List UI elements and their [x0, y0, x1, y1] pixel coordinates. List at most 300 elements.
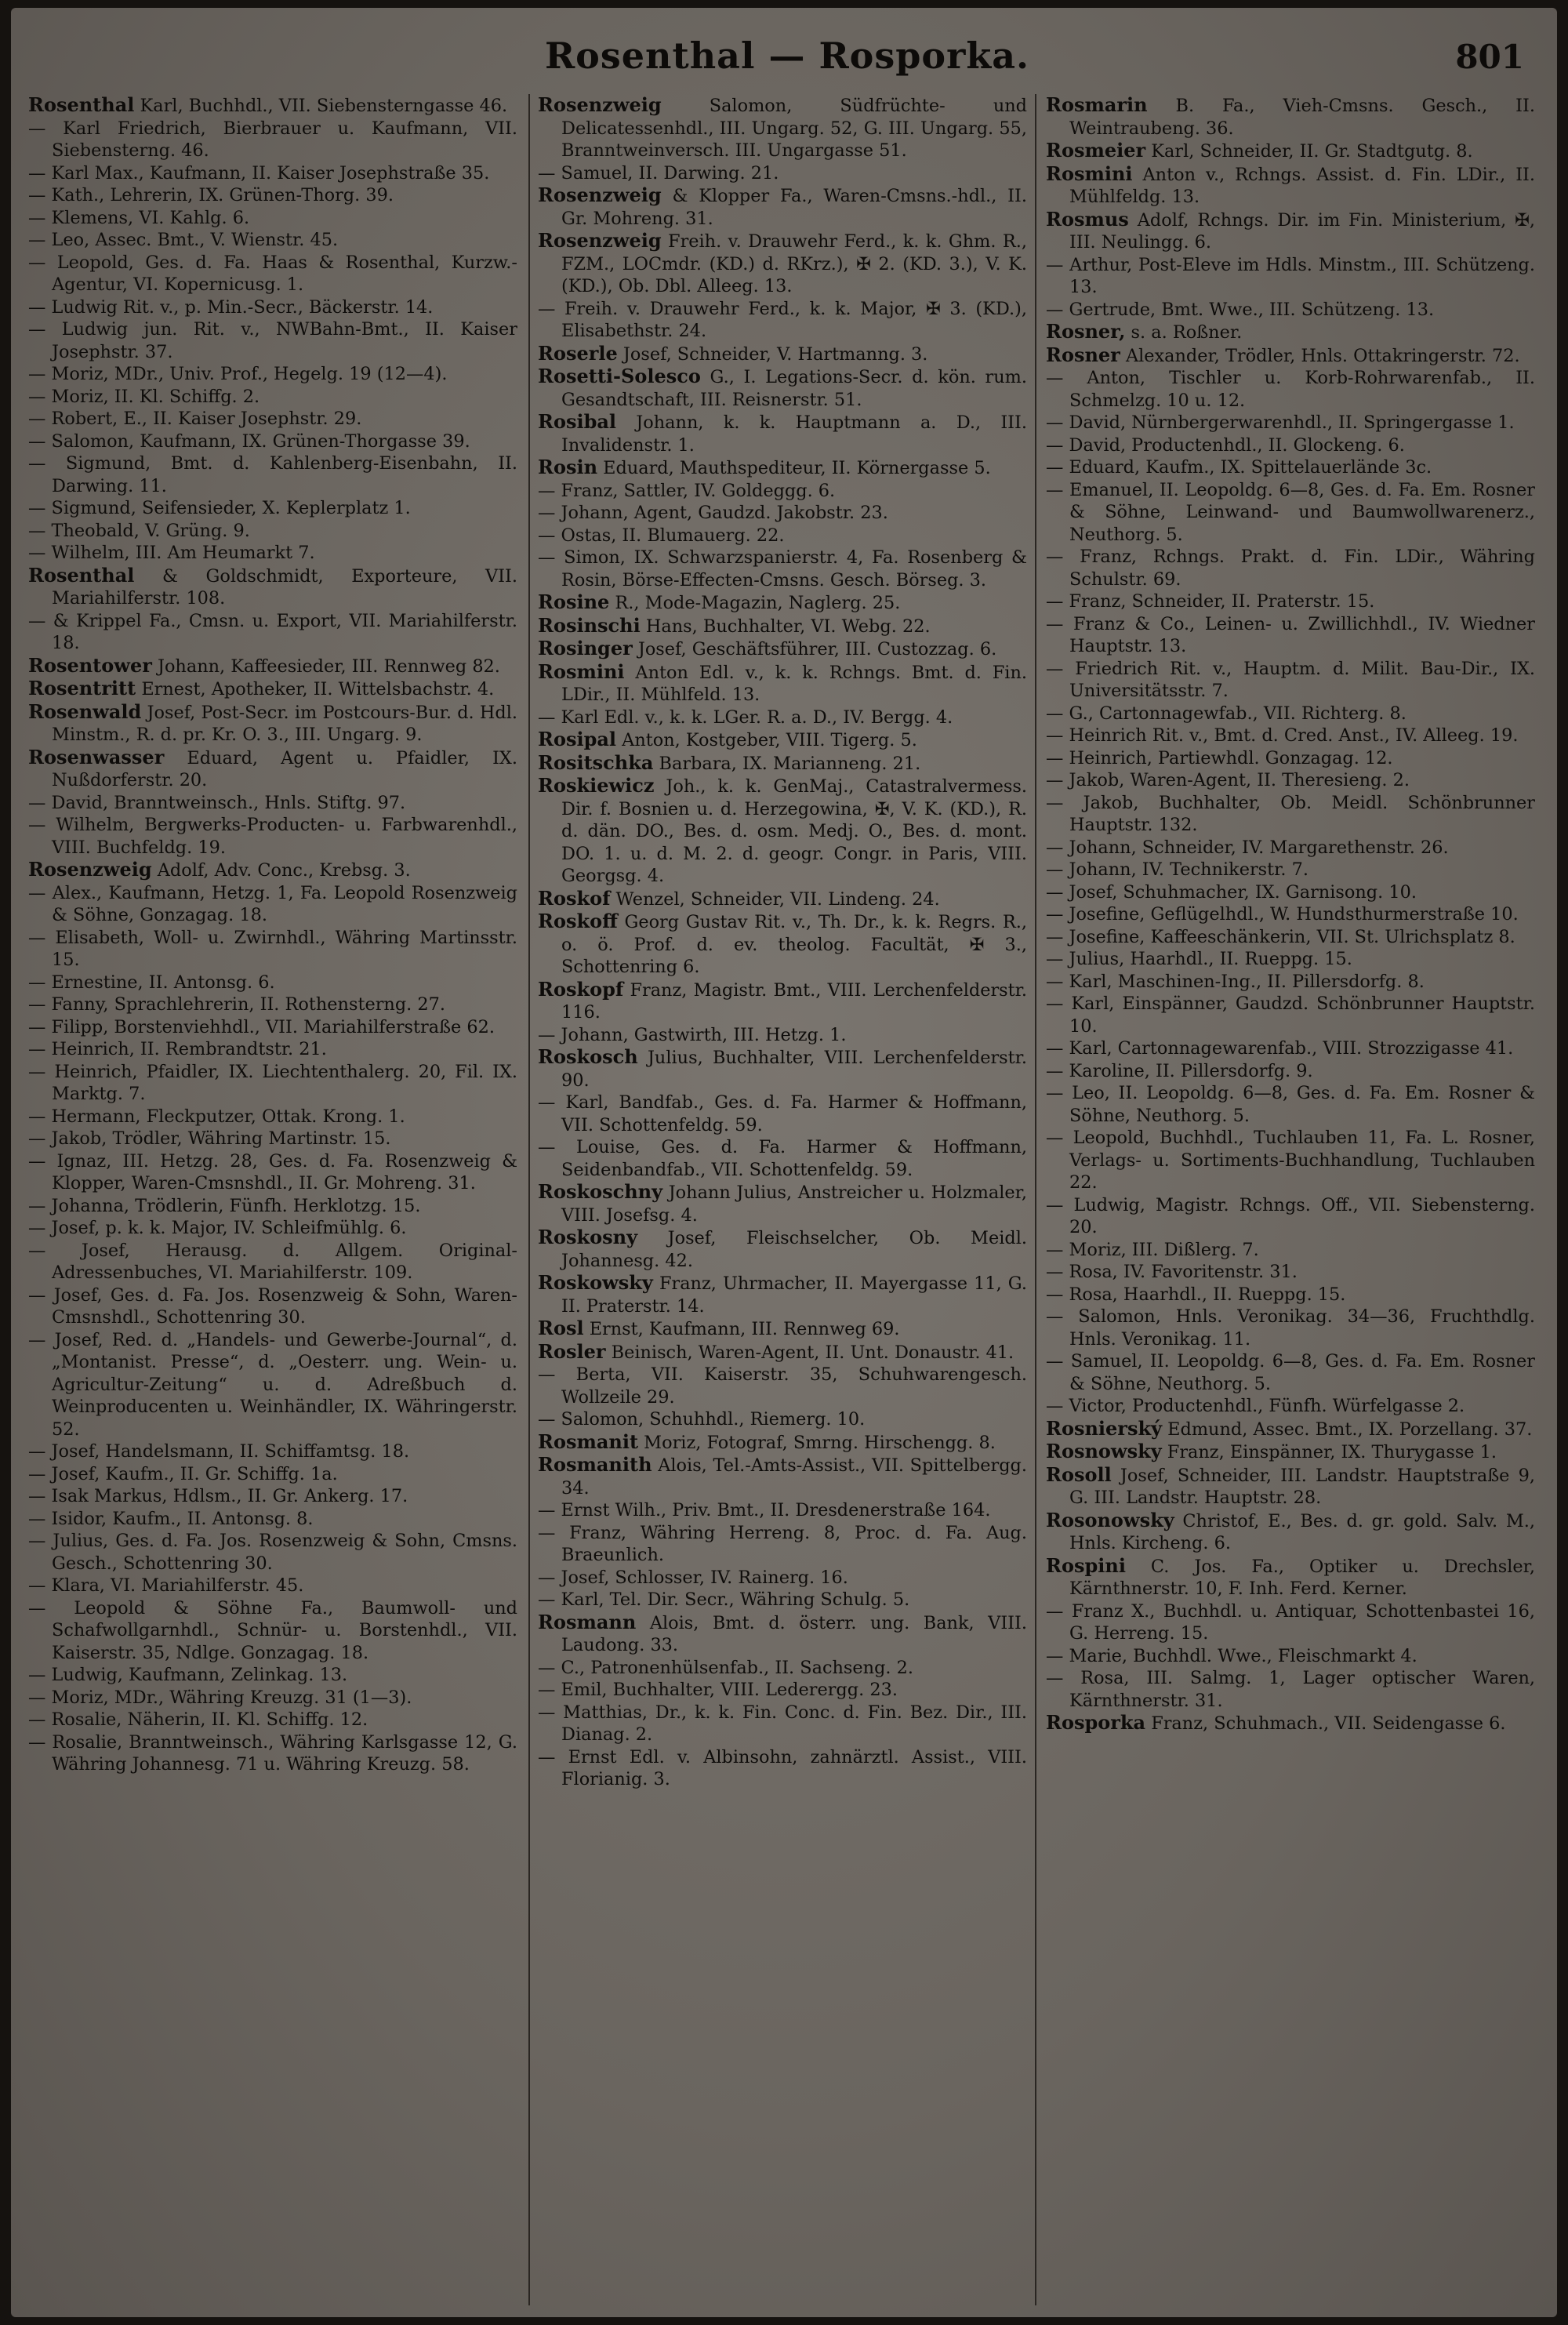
directory-entry	[1046, 344, 1535, 368]
directory-entry	[1046, 1350, 1535, 1395]
entry-text: — Moriz, MDr., Univ. Prof., Hegelg. 19 (12—4).	[28, 364, 448, 384]
entry-surname: Rosinger	[538, 637, 633, 659]
entry-text: s. a. Roßner.	[1125, 322, 1243, 343]
entry-surname: Rosler	[538, 1339, 606, 1363]
entry-text: Edmund, Assec. Bmt., IX. Porzellang. 37.	[1162, 1419, 1533, 1440]
page-number: 801	[1455, 38, 1524, 76]
entry-text: — Arthur, Post-Eleve im Hdls. Minstm., III. Schützeng. 13.	[1046, 254, 1535, 297]
directory-entry	[538, 1341, 1027, 1364]
directory-entry	[28, 1217, 517, 1240]
entry-text: — Eduard, Kaufm., IX. Spittelauerlände 3c.	[1046, 457, 1432, 478]
entry-text: — Salomon, Schuhhdl., Riemerg. 10.	[538, 1409, 866, 1430]
directory-entry	[28, 296, 517, 319]
directory-entry	[538, 638, 1027, 661]
entry-text: Ernest, Apotheker, II. Wittelsbachstr. 4.	[136, 679, 495, 699]
directory-entry	[1046, 479, 1535, 547]
entry-surname: Rosner,	[1046, 320, 1126, 343]
directory-entry	[538, 1679, 1027, 1702]
directory-entry	[1046, 209, 1535, 254]
directory-entry	[28, 363, 517, 386]
entry-text: — Isidor, Kaufm., II. Antonsg. 8.	[28, 1508, 314, 1529]
entry-text: — Karl, Bandfab., Ges. d. Fa. Harmer & Hoffmann, VII. Schottenfeldg. 59.	[538, 1092, 1027, 1135]
entry-text: Alois, Bmt. d. österr. ung. Bank, VIII. Laudong. 33.	[561, 1612, 1027, 1655]
entry-surname: Rosentower	[28, 653, 152, 677]
directory-entry	[538, 1567, 1027, 1589]
directory-entry	[1046, 1645, 1535, 1668]
directory-entry	[28, 318, 517, 363]
directory-entry	[538, 1746, 1027, 1791]
directory-entry	[28, 452, 517, 497]
entry-surname: Rosnierský	[1046, 1416, 1163, 1440]
entry-text: — Ludwig Rit. v., p. Min.-Secr., Bäckerstr. 14.	[28, 296, 434, 318]
entry-text: — Filipp, Borstenviehhdl., VII. Mariahilferstraße 62.	[28, 1016, 495, 1037]
directory-entry	[1046, 1261, 1535, 1284]
directory-entry	[1046, 1194, 1535, 1239]
directory-entry	[538, 230, 1027, 298]
directory-entry	[28, 408, 517, 430]
directory-entry	[28, 207, 517, 230]
directory-entry	[538, 1611, 1027, 1657]
entry-text: — Moriz, III. Dißlerg. 7.	[1046, 1239, 1259, 1260]
entry-text: — Ernst Edl. v. Albinsohn, zahnärztl. Assist., VIII. Florianig. 3.	[538, 1746, 1027, 1789]
entry-text: Christof, E., Bes. d. gr. gold. Salv. M., Hnls. Kircheng. 6.	[1069, 1510, 1535, 1553]
entry-surname: Rositschka	[538, 750, 654, 774]
directory-entry	[1046, 658, 1535, 703]
entry-text: Josef, Geschäftsführer, III. Custozzag. 6.	[632, 639, 997, 659]
directory-entry	[538, 1364, 1027, 1408]
directory-entry	[28, 1106, 517, 1128]
entry-text: — Jakob, Trödler, Währing Martinstr. 15.	[28, 1128, 391, 1149]
directory-entry	[1046, 1509, 1535, 1555]
entry-text: Alexander, Trödler, Hnls. Ottakringerstr. 72.	[1120, 345, 1520, 366]
directory-entry	[28, 1508, 517, 1531]
directory-entry	[1046, 1555, 1535, 1600]
entry-surname: Roskof	[538, 886, 611, 910]
entry-surname: Rosenthal	[28, 563, 135, 587]
directory-entry	[28, 882, 517, 927]
entry-text: — Karl Friedrich, Bierbrauer u. Kaufmann, VII. Siebensterng. 46.	[28, 118, 517, 161]
directory-entry	[538, 1092, 1027, 1136]
entry-surname: Roskoff	[538, 910, 618, 932]
entry-text: — Alex., Kaufmann, Hetzg. 1, Fa. Leopold Rosenzweig & Söhne, Gonzagag. 18.	[28, 882, 517, 925]
directory-entry	[1046, 367, 1535, 412]
directory-entry	[28, 678, 517, 701]
entry-text: — Elisabeth, Woll- u. Zwirnhdl., Währing Martinsstr. 15.	[28, 927, 517, 970]
entry-surname: Rosmanith	[538, 1453, 652, 1476]
directory-entry	[28, 747, 517, 792]
entry-text: — Heinrich Rit. v., Bmt. d. Cred. Anst., IV. Alleeg. 19.	[1046, 725, 1519, 746]
entry-surname: Rosonowsky	[1046, 1508, 1174, 1531]
entry-text: — Wilhelm, III. Am Heumarkt 7.	[28, 543, 315, 563]
directory-entry	[538, 728, 1027, 752]
entry-surname: Rosenwald	[28, 699, 142, 723]
entry-text: — Kath., Lehrerin, IX. Grünen-Thorg. 39.	[28, 185, 394, 205]
directory-entry	[28, 859, 517, 882]
entry-surname: Rosmini	[1046, 162, 1133, 185]
directory-entry	[28, 565, 517, 610]
directory-entry	[28, 1597, 517, 1665]
directory-entry	[1046, 1284, 1535, 1306]
entry-text: Alois, Tel.-Amts-Assist., VII. Spittelbergg. 34.	[561, 1455, 1027, 1499]
entry-text: Salomon, Südfrüchte- und Delicatessenhdl., III. Ungarg. 52, G. III. Ungarg. 55, Branntweinversch. III. Ungargasse 51.	[561, 96, 1027, 161]
entry-surname: Roserle	[538, 341, 618, 365]
entry-text: — Moriz, II. Kl. Schiffg. 2.	[28, 386, 260, 407]
directory-entry	[28, 430, 517, 453]
entry-surname: Roskosch	[538, 1045, 638, 1068]
entry-text: — Ludwig, Kaufmann, Zelinkag. 13.	[28, 1665, 348, 1685]
directory-entry	[1046, 321, 1535, 344]
entry-text: — Johann, Gastwirth, III. Hetzg. 1.	[538, 1024, 847, 1045]
directory-entry	[28, 118, 517, 162]
entry-text: & Goldschmidt, Exporteure, VII. Mariahilferstr. 108.	[52, 565, 517, 608]
entry-text: Franz, Schuhmach., VII. Seidengasse 6.	[1145, 1713, 1506, 1734]
entry-text: Franz, Uhrmacher, II. Mayergasse 11, G. II. Praterstr. 14.	[561, 1273, 1027, 1317]
entry-text: — Franz, Schneider, II. Praterstr. 15.	[1046, 591, 1375, 612]
entry-text: — Josef, Herausg. d. Allgem. Original-Adressenbuches, VI. Mariahilferstr. 109.	[28, 1240, 517, 1283]
entry-text: — Jakob, Waren-Agent, II. Theresieng. 2.	[1046, 770, 1410, 790]
directory-entry	[538, 591, 1027, 615]
directory-entry	[1046, 1306, 1535, 1350]
directory-entry	[1046, 1712, 1535, 1735]
entry-text: — Samuel, II. Leopoldg. 6—8, Ges. d. Fa. Em. Rosner & Söhne, Neuthorg. 5.	[1046, 1351, 1535, 1394]
directory-entry	[28, 1463, 517, 1486]
entry-text: Wenzel, Schneider, VII. Lindeng. 24.	[610, 888, 940, 910]
entry-text: — Karl, Maschinen-Ing., II. Pillersdorfg. 8.	[1046, 971, 1425, 992]
directory-entry	[538, 1024, 1027, 1047]
directory-entry	[1046, 1239, 1535, 1262]
entry-text: — Friedrich Rit. v., Hauptm. d. Milit. Bau-Dir., IX. Universitätsstr. 7.	[1046, 658, 1535, 701]
directory-entry	[1046, 1418, 1535, 1441]
directory-entry	[28, 1284, 517, 1329]
entry-text: Franz, Einspänner, IX. Thurygasse 1.	[1161, 1442, 1497, 1462]
directory-entry	[538, 910, 1027, 979]
entry-surname: Rosenzweig	[28, 858, 152, 881]
directory-entry	[1046, 859, 1535, 881]
entry-text: — Salomon, Hnls. Veronikag. 34—36, Fruchthdlg. Hnls. Veronikag. 11.	[1046, 1306, 1535, 1350]
entry-text: — Johanna, Trödlerin, Fünfh. Herklotzg. 15.	[28, 1195, 421, 1216]
directory-columns	[24, 94, 1548, 2313]
directory-entry	[28, 1575, 517, 1597]
directory-entry	[1046, 1037, 1535, 1060]
entry-surname: Rosporka	[1046, 1711, 1146, 1734]
page-header	[11, 8, 1557, 94]
directory-entry	[1046, 412, 1535, 434]
running-head: Rosenthal — Rosporka.	[544, 35, 1030, 77]
entry-text: — Rosalie, Branntweinsch., Währing Karlsgasse 12, G. Währing Johannesg. 71 u. Währing Kreuzg. 58.	[28, 1731, 517, 1775]
entry-text: — Ernestine, II. Antonsg. 6.	[28, 972, 275, 993]
entry-text: Adolf, Rchngs. Dir. im Fin. Ministerium, ✠, III. Neulingg. 6.	[1069, 209, 1535, 252]
entry-text: — Freih. v. Drauwehr Ferd., k. k. Major, ✠ 3. (KD.), Elisabethstr. 24.	[538, 298, 1027, 341]
entry-text: — Franz, Sattler, IV. Goldeggg. 6.	[538, 480, 836, 501]
directory-entry	[1046, 1464, 1535, 1509]
entry-text: — C., Patronenhülsenfab., II. Sachseng. 2.	[538, 1657, 914, 1678]
entry-text: Josef, Post-Secr. im Postcours-Bur. d. Hdl. Minstm., R. d. pr. Kr. O. 3., III. Ungarg. 9.	[52, 702, 517, 745]
directory-entry	[1046, 792, 1535, 837]
directory-entry	[28, 1128, 517, 1150]
entry-text: — Heinrich, Pfaidler, IX. Liechtenthalerg. 20, Fil. IX. Marktg. 7.	[28, 1061, 517, 1104]
entry-text: — Leo, II. Leopoldg. 6—8, Ges. d. Fa. Em. Rosner & Söhne, Neuthorg. 5.	[1046, 1083, 1535, 1126]
entry-surname: Rosenzweig	[538, 183, 662, 206]
entry-text: — Sigmund, Seifensieder, X. Keplerplatz 1.	[28, 498, 411, 518]
directory-entry	[28, 1709, 517, 1731]
directory-entry	[538, 411, 1027, 456]
directory-entry	[538, 502, 1027, 525]
directory-entry	[538, 888, 1027, 911]
entry-text: B. Fa., Vieh-Cmsns. Gesch., II. Weintraubeng. 36.	[1069, 96, 1535, 139]
entry-text: — & Krippel Fa., Cmsn. u. Export, VII. Mariahilferstr. 18.	[28, 610, 517, 653]
entry-text: — Karl Max., Kaufmann, II. Kaiser Josephstraße 35.	[28, 162, 490, 183]
directory-entry	[1046, 903, 1535, 926]
entry-surname: Rosetti-Solesco	[538, 365, 701, 387]
entry-surname: Rosenthal	[28, 94, 135, 116]
entry-text: — Emanuel, II. Leopoldg. 6—8, Ges. d. Fa. Em. Rosner & Söhne, Leinwand- und Baumwollwarenerz., Neuthorg. 5.	[1046, 479, 1535, 545]
entry-surname: Rosmus	[1046, 207, 1129, 231]
directory-entry	[538, 1272, 1027, 1317]
directory-entry	[538, 184, 1027, 230]
entry-text: — Josefine, Kaffeeschänkerin, VII. St. Ulrichsplatz 8.	[1046, 926, 1515, 947]
entry-text: — Johann, Schneider, IV. Margarethenstr. 26.	[1046, 837, 1449, 858]
directory-entry	[538, 1136, 1027, 1181]
entry-text: — Johann, IV. Technikerstr. 7.	[1046, 859, 1308, 880]
directory-entry	[538, 1499, 1027, 1522]
directory-entry	[538, 456, 1027, 480]
directory-entry	[28, 1440, 517, 1463]
directory-column-3	[1046, 94, 1535, 2313]
entry-surname: Rosmeier	[1046, 139, 1146, 162]
entry-text: Karl, Schneider, II. Gr. Stadtgutg. 8.	[1145, 141, 1473, 162]
directory-entry	[538, 1181, 1027, 1226]
entry-text: — Isak Markus, Hdlsm., II. Gr. Ankerg. 17.	[28, 1486, 408, 1506]
entry-text: — Julius, Ges. d. Fa. Jos. Rosenzweig & Sohn, Cmsns. Gesch., Schottenring 30.	[28, 1531, 517, 1574]
entry-text: & Klopper Fa., Waren-Cmsns.-hdl., II. Gr. Mohreng. 31.	[561, 186, 1027, 229]
entry-text: — David, Nürnbergerwarenhdl., II. Springergasse 1.	[1046, 412, 1515, 433]
directory-entry	[538, 1657, 1027, 1680]
entry-text: — Hermann, Fleckputzer, Ottak. Krong. 1.	[28, 1106, 405, 1127]
directory-entry	[1046, 703, 1535, 725]
entry-text: — Sigmund, Bmt. d. Kahlenberg-Eisenbahn, II. Darwing. 11.	[28, 453, 517, 496]
directory-page	[11, 8, 1557, 2317]
directory-entry	[1046, 725, 1535, 747]
directory-entry	[28, 1195, 517, 1218]
entry-text: — Josef, Handelsmann, II. Schiffamtsg. 18.	[28, 1441, 410, 1462]
entry-text: — Ludwig jun. Rit. v., NWBahn-Bmt., II. Kaiser Josephstr. 37.	[28, 319, 517, 362]
directory-entry	[28, 814, 517, 859]
entry-text: Johann, Kaffeesieder, III. Rennweg 82.	[151, 656, 500, 677]
entry-text: — Rosalie, Näherin, II. Kl. Schiffg. 12.	[28, 1709, 368, 1730]
directory-entry	[538, 1589, 1027, 1611]
entry-text: — G., Cartonnagewfab., VII. Richterg. 8.	[1046, 703, 1406, 724]
directory-entry	[1046, 1127, 1535, 1194]
directory-entry	[1046, 94, 1535, 140]
directory-entry	[28, 972, 517, 994]
entry-surname: Rosoll	[1046, 1462, 1112, 1486]
directory-entry	[28, 1038, 517, 1061]
directory-entry	[28, 701, 517, 747]
entry-text: — Klara, VI. Mariahilferstr. 45.	[28, 1575, 304, 1596]
entry-text: R., Mode-Magazin, Naglerg. 25.	[609, 593, 901, 613]
directory-entry	[1046, 971, 1535, 994]
entry-text: — Franz & Co., Leinen- u. Zwillichhdl., IV. Wiedner Hauptstr. 13.	[1046, 613, 1535, 656]
entry-text: — Leopold, Ges. d. Fa. Haas & Rosenthal, Kurzw.-Agentur, VI. Kopernicusg. 1.	[28, 252, 517, 295]
entry-surname: Rosibal	[538, 410, 617, 433]
entry-text: Hans, Buchhalter, VI. Webg. 22.	[640, 616, 931, 637]
entry-text: — Louise, Ges. d. Fa. Harmer & Hoffmann, Seidenbandfab., VII. Schottenfeldg. 59.	[538, 1137, 1027, 1180]
entry-text: — Josefine, Geflügelhdl., W. Hundsthurmerstraße 10.	[1046, 904, 1519, 925]
entry-text: — Anton, Tischler u. Korb-Rohrwarenfab., II. Schmelzg. 10 u. 12.	[1046, 368, 1535, 411]
entry-text: — Josef, Ges. d. Fa. Jos. Rosenzweig & Sohn, Waren-Cmsnshdl., Schottenring 30.	[28, 1284, 517, 1328]
entry-text: — Josef, Schuhmacher, IX. Garnisong. 10.	[1046, 881, 1417, 903]
entry-text: Adolf, Adv. Conc., Krebsg. 3.	[151, 860, 411, 881]
directory-entry	[1046, 881, 1535, 904]
directory-column-2	[538, 94, 1027, 2313]
entry-text: — Ignaz, III. Hetzg. 28, Ges. d. Fa. Rosenzweig & Klopper, Waren-Cmsnshdl., II. Gr. Mohreng. 31.	[28, 1150, 517, 1193]
entry-surname: Rosenzweig	[538, 229, 662, 252]
entry-text: Georg Gustav Rit. v., Th. Dr., k. k. Regrs. R., o. ö. Prof. d. ev. theolog. Facultät, ✠ 3., Schottenring 6.	[561, 912, 1027, 977]
directory-entry	[28, 1329, 517, 1441]
directory-entry	[1046, 837, 1535, 859]
entry-surname: Rosenzweig	[538, 94, 662, 116]
directory-entry	[538, 1454, 1027, 1499]
entry-text: Eduard, Mauthspediteur, II. Körnergasse 5.	[597, 458, 991, 478]
entry-text: — Wilhelm, Bergwerks-Producten- u. Farbwarenhdl., VIII. Buchfeldg. 19.	[28, 815, 517, 858]
directory-entry	[1046, 299, 1535, 322]
entry-text: Franz, Magistr. Bmt., VIII. Lerchenfelderstr. 116.	[561, 979, 1027, 1023]
entry-surname: Rospini	[1046, 1553, 1126, 1577]
entry-text: — Heinrich, II. Rembrandtstr. 21.	[28, 1039, 327, 1059]
entry-text: Anton, Kostgeber, VIII. Tigerg. 5.	[616, 730, 917, 750]
entry-text: Josef, Schneider, III. Landstr. Hauptstraße 9, G. III. Landstr. Hauptstr. 28.	[1069, 1465, 1535, 1508]
directory-entry	[1046, 434, 1535, 457]
directory-entry	[28, 497, 517, 520]
entry-text: — Leo, Assec. Bmt., V. Wienstr. 45.	[28, 230, 339, 250]
directory-entry	[1046, 747, 1535, 770]
directory-entry	[538, 94, 1027, 162]
directory-entry	[1046, 163, 1535, 209]
directory-entry	[1046, 1060, 1535, 1083]
directory-entry	[1046, 993, 1535, 1037]
entry-text: — Julius, Haarhdl., II. Rueppg. 15.	[1046, 949, 1352, 969]
directory-entry	[28, 229, 517, 252]
entry-text: — Rosa, IV. Favoritenstr. 31.	[1046, 1262, 1298, 1282]
entry-text: — Karl, Tel. Dir. Secr., Währing Schulg. 5.	[538, 1589, 910, 1610]
entry-text: — Karl, Einspänner, Gaudzd. Schönbrunner Hauptstr. 10.	[1046, 994, 1535, 1037]
directory-entry	[28, 994, 517, 1016]
entry-surname: Rosmanit	[538, 1430, 639, 1453]
entry-text: — Marie, Buchhdl. Wwe., Fleischmarkt 4.	[1046, 1645, 1417, 1666]
entry-text: — David, Branntweinsch., Hnls. Stiftg. 97.	[28, 792, 406, 813]
entry-text: — Jakob, Buchhalter, Ob. Meidl. Schönbrunner Hauptstr. 132.	[1046, 792, 1535, 835]
entry-text: — Josef, p. k. k. Major, IV. Schleifmühlg. 6.	[28, 1218, 407, 1238]
entry-surname: Roskopf	[538, 977, 624, 1001]
directory-entry	[538, 365, 1027, 411]
entry-text: — Ernst Wilh., Priv. Bmt., II. Dresdenerstraße 164.	[538, 1500, 991, 1520]
directory-entry	[28, 1240, 517, 1284]
entry-text: Joh., k. k. GenMaj., Catastralvermess. Dir. f. Bosnien u. d. Herzegowina, ✠, V. K. (KD.), R. d. dän. DO., Bes. d. osm. Medj. O., Bes. d. mont. DO. 1. u. d. M. 2. d. geogr. Congr. in Paris, VIII. Georgsg. 4.	[561, 776, 1027, 886]
directory-entry	[538, 775, 1027, 888]
directory-entry	[538, 661, 1027, 707]
entry-text: C. Jos. Fa., Optiker u. Drechsler, Kärnthnerstr. 10, F. Inh. Ferd. Kerner.	[1069, 1556, 1535, 1599]
directory-entry	[1046, 948, 1535, 971]
entry-text: Freih. v. Drauwehr Ferd., k. k. Ghm. R., FZM., LOCmdr. (KD.) d. RKrz.), ✠ 2. (KD. 3.), V. K. (KD.), Ob. Dbl. Alleeg. 13.	[561, 231, 1027, 296]
directory-entry	[538, 343, 1027, 366]
directory-entry	[1046, 254, 1535, 299]
entry-text: — Leopold & Söhne Fa., Baumwoll- und Schafwollgarnhdl., Schnür- u. Borstenhdl., VII. Kaiserstr. 35, Ndlge. Gonzagag. 18.	[28, 1597, 517, 1663]
entry-text: — Franz, Rchngs. Prakt. d. Fin. LDir., Währing Schulstr. 69.	[1046, 547, 1535, 590]
directory-entry	[538, 525, 1027, 547]
entry-text: — Rosa, Haarhdl., II. Rueppg. 15.	[1046, 1284, 1346, 1305]
directory-entry	[538, 1046, 1027, 1092]
directory-entry	[538, 547, 1027, 591]
entry-text: — Karoline, II. Pillersdorfg. 9.	[1046, 1060, 1313, 1081]
directory-entry	[28, 655, 517, 678]
entry-surname: Rosmann	[538, 1610, 637, 1633]
directory-entry	[1046, 1395, 1535, 1418]
entry-text: — Josef, Schlosser, IV. Rainerg. 16.	[538, 1567, 848, 1588]
entry-surname: Roskosny	[538, 1226, 638, 1248]
directory-entry	[28, 1016, 517, 1039]
directory-entry	[538, 1702, 1027, 1746]
entry-text: — Robert, E., II. Kaiser Josephstr. 29.	[28, 409, 362, 429]
entry-text: — Berta, VII. Kaiserstr. 35, Schuhwarengesch. Wollzeile 29.	[538, 1364, 1027, 1408]
entry-text: — Ostas, II. Blumauerg. 22.	[538, 525, 785, 546]
entry-text: Anton Edl. v., k. k. Rchngs. Bmt. d. Fin. LDir., II. Mühlfeld. 13.	[561, 662, 1027, 705]
entry-text: — Samuel, II. Darwing. 21.	[538, 162, 779, 183]
directory-entry	[1046, 140, 1535, 163]
entry-surname: Rosner	[1046, 343, 1120, 366]
directory-entry	[538, 615, 1027, 638]
entry-text: G., I. Legations-Secr. d. kön. rum. Gesandtschaft, III. Reisnerstr. 51.	[561, 367, 1027, 410]
directory-entry	[28, 1530, 517, 1575]
directory-entry	[1046, 1440, 1535, 1464]
entry-text: Johann, k. k. Hauptmann a. D., III. Invalidenstr. 1.	[561, 412, 1027, 456]
entry-text: — Simon, IX. Schwarzspanierstr. 4, Fa. Rosenberg & Rosin, Börse-Effecten-Cmsns. Gesch. Börseg. 3.	[538, 547, 1027, 590]
directory-entry	[28, 1731, 517, 1776]
entry-text: — Karl, Cartonnagewarenfab., VIII. Strozzigasse 41.	[1046, 1038, 1514, 1059]
directory-entry	[1046, 1600, 1535, 1645]
entry-text: — David, Productenhdl., II. Glockeng. 6.	[1046, 434, 1405, 456]
directory-entry	[538, 979, 1027, 1024]
directory-entry	[28, 542, 517, 565]
directory-entry	[28, 1664, 517, 1687]
entry-text: — Klemens, VI. Kahlg. 6.	[28, 207, 250, 228]
directory-entry	[1046, 613, 1535, 658]
directory-entry	[28, 1485, 517, 1508]
directory-entry	[28, 386, 517, 409]
entry-surname: Rosl	[538, 1317, 584, 1339]
directory-column-1	[28, 94, 517, 2313]
entry-text: — Franz X., Buchhdl. u. Antiquar, Schottenbastei 16, G. Herreng. 15.	[1046, 1600, 1535, 1644]
entry-surname: Roskowsky	[538, 1271, 653, 1294]
entry-text: Johann Julius, Anstreicher u. Holzmaler, VIII. Josefsg. 4.	[561, 1182, 1027, 1226]
entry-text: Julius, Buchhalter, VIII. Lerchenfelderstr. 90.	[561, 1048, 1027, 1091]
directory-entry	[28, 792, 517, 815]
entry-text: — Moriz, MDr., Währing Kreuzg. 31 (1—3).	[28, 1687, 412, 1708]
entry-text: — Franz, Währing Herreng. 8, Proc. d. Fa. Aug. Braeunlich.	[538, 1522, 1027, 1565]
directory-entry	[1046, 1667, 1535, 1712]
directory-entry	[538, 707, 1027, 729]
directory-entry	[538, 480, 1027, 503]
entry-text: Anton v., Rchngs. Assist. d. Fin. LDir., II. Mühlfeldg. 13.	[1069, 164, 1535, 207]
entry-text: — Leopold, Buchhdl., Tuchlauben 11, Fa. L. Rosner, Verlags- u. Sortiments-Buchhandlung, Tuchlauben 22.	[1046, 1128, 1535, 1193]
directory-entry	[538, 1317, 1027, 1341]
directory-entry	[538, 1431, 1027, 1455]
directory-entry	[538, 162, 1027, 185]
directory-entry	[28, 252, 517, 296]
entry-text: — Gertrude, Bmt. Wwe., III. Schützeng. 13.	[1046, 299, 1435, 320]
entry-surname: Rosipal	[538, 728, 617, 750]
entry-text: — Johann, Agent, Gaudzd. Jakobstr. 23.	[538, 503, 888, 523]
entry-text: Beinisch, Waren-Agent, II. Unt. Donaustr. 41.	[605, 1342, 1014, 1363]
